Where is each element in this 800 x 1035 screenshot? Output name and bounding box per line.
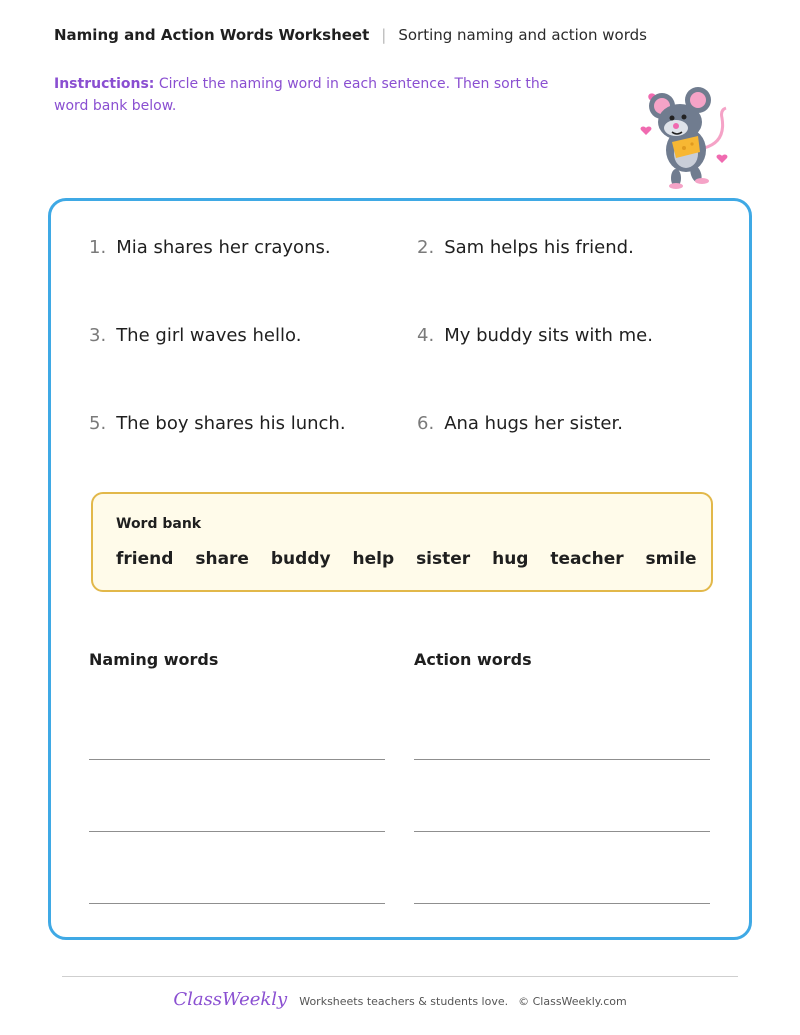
instructions-text: Circle the naming word in each sentence. Then sort the word bank below. bbox=[54, 76, 549, 114]
worksheet-subtitle: Sorting naming and action words bbox=[398, 26, 647, 44]
naming-words-heading: Naming words bbox=[89, 650, 219, 669]
sentence-5 bbox=[89, 413, 346, 434]
word-bank-word: help bbox=[352, 549, 395, 569]
worksheet-title: Naming and Action Words Worksheet bbox=[54, 26, 370, 44]
footer-tagline: Worksheets teachers & students love. bbox=[299, 995, 509, 1008]
sentence-number: 5. bbox=[89, 413, 107, 434]
word-bank bbox=[91, 492, 713, 592]
sentence-number: 2. bbox=[417, 237, 435, 258]
word-bank-words bbox=[116, 549, 713, 569]
word-bank-word: friend bbox=[116, 549, 174, 569]
sentence-text: Sam helps his friend. bbox=[444, 237, 634, 258]
action-answer-line[interactable] bbox=[414, 831, 710, 832]
sentence-3 bbox=[89, 325, 301, 346]
instructions bbox=[54, 73, 574, 117]
mouse-mascot-icon bbox=[636, 86, 736, 192]
sentence-6 bbox=[417, 413, 623, 434]
classweekly-logo: ClassWeekly bbox=[173, 989, 288, 1010]
word-bank-title: Word bank bbox=[116, 516, 202, 532]
word-bank-word: share bbox=[195, 549, 249, 569]
action-answer-line[interactable] bbox=[414, 759, 710, 760]
sentence-2 bbox=[417, 237, 634, 258]
sentence-number: 6. bbox=[417, 413, 435, 434]
sentence-text: The boy shares his lunch. bbox=[116, 413, 346, 434]
naming-answer-line[interactable] bbox=[89, 903, 385, 904]
footer-copyright: © ClassWeekly.com bbox=[518, 995, 627, 1008]
sentence-4 bbox=[417, 325, 653, 346]
action-words-heading: Action words bbox=[414, 650, 532, 669]
word-bank-word: teacher bbox=[550, 549, 624, 569]
sentence-number: 4. bbox=[417, 325, 435, 346]
word-bank-word: smile bbox=[645, 549, 697, 569]
sentence-text: Ana hugs her sister. bbox=[444, 413, 623, 434]
sentence-number: 3. bbox=[89, 325, 107, 346]
sentence-text: The girl waves hello. bbox=[116, 325, 302, 346]
worksheet-header bbox=[54, 26, 647, 44]
naming-answer-line[interactable] bbox=[89, 759, 385, 760]
naming-answer-line[interactable] bbox=[89, 831, 385, 832]
sentence-number: 1. bbox=[89, 237, 107, 258]
word-bank-word: sister bbox=[416, 549, 471, 569]
instructions-label: Instructions: bbox=[54, 76, 155, 92]
word-bank-word: hug bbox=[492, 549, 529, 569]
sentence-1 bbox=[89, 237, 331, 258]
header-separator: | bbox=[381, 26, 387, 44]
footer-divider bbox=[62, 976, 738, 977]
footer bbox=[0, 989, 800, 1010]
word-bank-word: buddy bbox=[270, 549, 331, 569]
sentence-text: Mia shares her crayons. bbox=[116, 237, 331, 258]
worksheet-card bbox=[48, 198, 752, 940]
action-answer-line[interactable] bbox=[414, 903, 710, 904]
sentence-text: My buddy sits with me. bbox=[444, 325, 653, 346]
